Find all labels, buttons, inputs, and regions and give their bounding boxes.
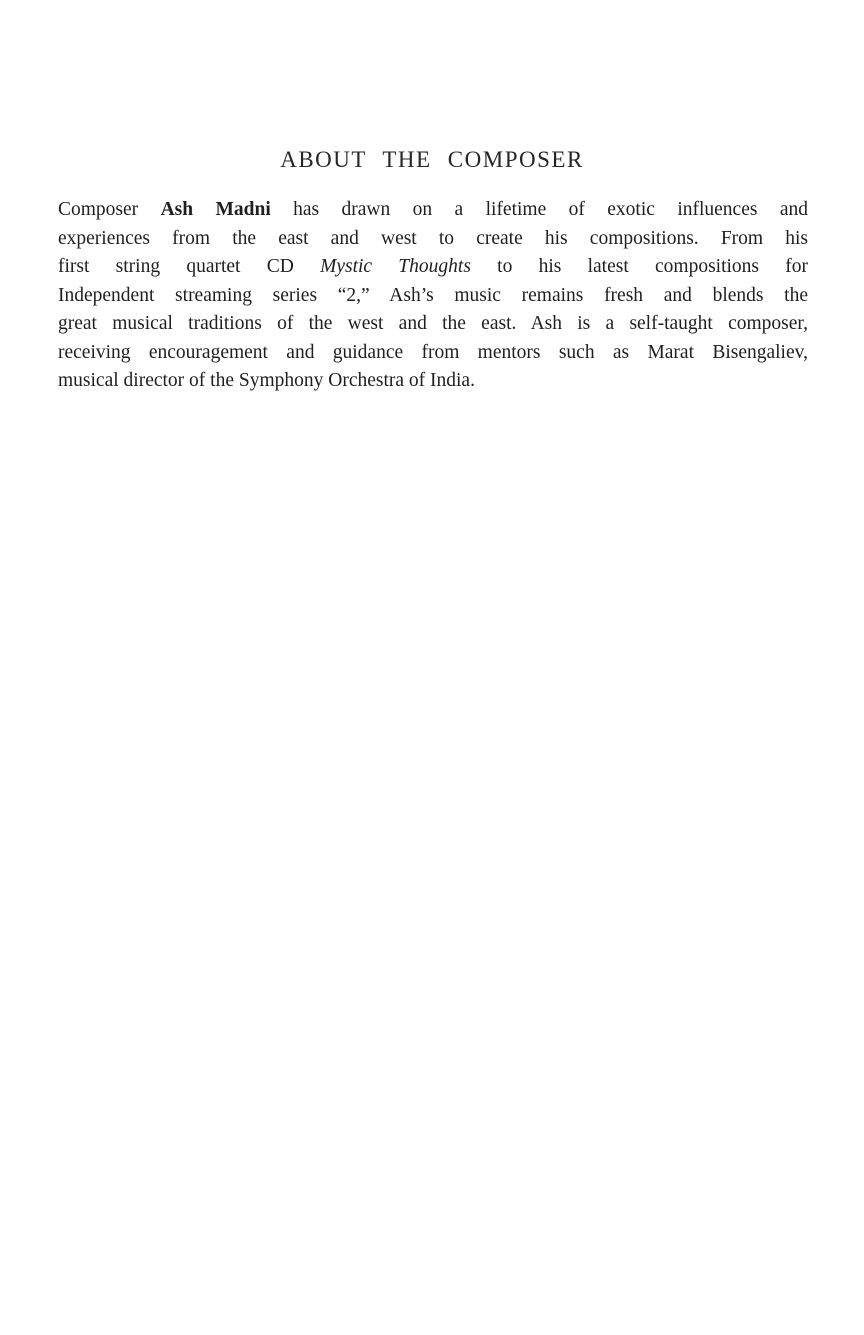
text-run: has drawn on a lifetime of exotic influences and bbox=[270, 199, 809, 220]
paragraph-line bbox=[58, 253, 808, 282]
paragraph-line bbox=[58, 196, 808, 225]
composer-bio-paragraph bbox=[58, 196, 808, 396]
text-run: receiving encouragement and guidance from mentors such as Marat Bisengaliev, bbox=[58, 341, 808, 363]
text-run: Independent streaming series “2,” Ash’s music remains fresh and blends the bbox=[58, 284, 808, 306]
text-run: great musical traditions of the west and the east. Ash is a self-taught composer, bbox=[58, 313, 808, 334]
text-run-bold: Ash Madni bbox=[160, 199, 271, 220]
paragraph-line bbox=[58, 367, 808, 396]
text-run: Composer bbox=[58, 199, 161, 220]
paragraph-line bbox=[58, 339, 808, 368]
paragraph-line bbox=[58, 310, 808, 339]
text-run-italic: Mystic Thoughts bbox=[320, 256, 471, 277]
text-run: to his latest compositions for bbox=[470, 256, 808, 277]
paragraph-line bbox=[58, 282, 808, 311]
text-run: experiences from the east and west to create his compositions. From his bbox=[58, 227, 808, 249]
section-heading: ABOUT THE COMPOSER bbox=[280, 147, 584, 172]
paragraph-line bbox=[58, 225, 808, 254]
text-run: first string quartet CD bbox=[58, 256, 321, 277]
text-run: musical director of the Symphony Orchestra of India. bbox=[58, 370, 475, 391]
